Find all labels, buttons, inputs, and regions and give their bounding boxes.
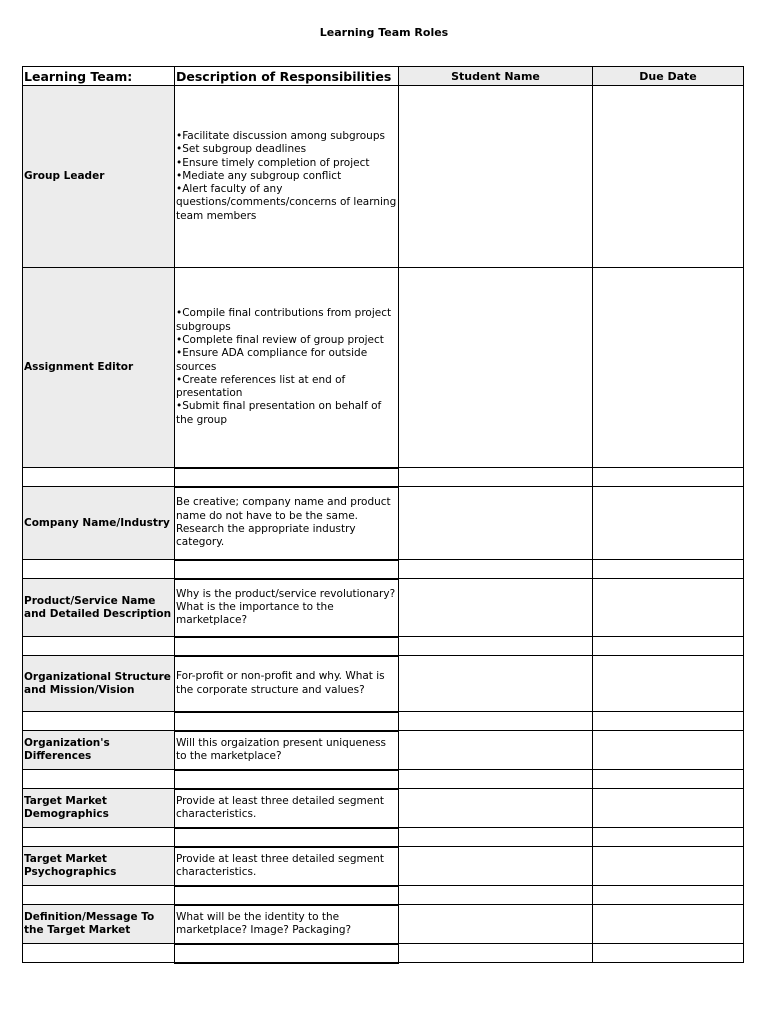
role-description <box>175 487 399 560</box>
student-name-cell[interactable] <box>399 579 593 637</box>
description-line: Why is the product/service revolutionary? What is the importance to the marketplace? <box>176 587 396 627</box>
due-date-cell[interactable] <box>593 656 744 712</box>
empty-cell <box>593 828 744 847</box>
role-name: Company Name/Industry <box>23 487 175 560</box>
due-date-cell[interactable] <box>593 847 744 886</box>
role-description <box>175 847 399 886</box>
empty-cell <box>175 770 399 789</box>
spacer-row <box>23 560 744 579</box>
description-line: •Mediate any subgroup conflict <box>176 169 342 182</box>
description-line: •Facilitate discussion among subgroups <box>176 129 385 142</box>
spacer-row <box>23 637 744 656</box>
empty-cell <box>175 560 399 579</box>
empty-cell <box>593 468 744 487</box>
role-description <box>175 268 399 468</box>
empty-cell <box>399 637 593 656</box>
empty-cell <box>23 944 175 963</box>
student-name-cell[interactable] <box>399 86 593 268</box>
description-line: •Alert faculty of any questions/comments/concerns of learning team members <box>176 183 397 222</box>
role-name: Assignment Editor <box>23 268 175 468</box>
description-line: Provide at least three detailed segment characteristics. <box>176 852 385 878</box>
table-row <box>23 847 744 886</box>
role-description <box>175 731 399 770</box>
spacer-row <box>23 468 744 487</box>
header-learning-team: Learning Team: <box>23 67 175 86</box>
table-body <box>23 86 744 963</box>
empty-cell <box>175 944 399 963</box>
empty-cell <box>23 828 175 847</box>
table-row <box>23 656 744 712</box>
description-line: •Submit final presentation on behalf of the group <box>176 400 382 426</box>
header-student-name: Student Name <box>399 67 593 86</box>
empty-cell <box>593 886 744 905</box>
empty-cell <box>175 637 399 656</box>
due-date-cell[interactable] <box>593 731 744 770</box>
role-description <box>175 905 399 944</box>
description-line: •Complete final review of group project <box>176 334 384 346</box>
empty-cell <box>399 886 593 905</box>
role-name: Target Market Demographics <box>23 789 175 828</box>
due-date-cell[interactable] <box>593 86 744 268</box>
student-name-cell[interactable] <box>399 789 593 828</box>
empty-cell <box>399 560 593 579</box>
role-description <box>175 86 399 268</box>
description-line: Provide at least three detailed segment characteristics. <box>176 794 385 820</box>
student-name-cell[interactable] <box>399 847 593 886</box>
due-date-cell[interactable] <box>593 579 744 637</box>
learning-team-roles-table <box>22 66 744 964</box>
table-row <box>23 789 744 828</box>
empty-cell <box>175 712 399 731</box>
empty-cell <box>399 828 593 847</box>
due-date-cell[interactable] <box>593 905 744 944</box>
student-name-cell[interactable] <box>399 487 593 560</box>
role-name: Target Market Psychographics <box>23 847 175 886</box>
empty-cell <box>399 770 593 789</box>
student-name-cell[interactable] <box>399 268 593 468</box>
empty-cell <box>175 828 399 847</box>
header-due-date: Due Date <box>593 67 744 86</box>
empty-cell <box>23 712 175 731</box>
empty-cell <box>593 712 744 731</box>
role-name: Organization's Differences <box>23 731 175 770</box>
role-name: Definition/Message To the Target Market <box>23 905 175 944</box>
empty-cell <box>23 468 175 487</box>
empty-cell <box>593 770 744 789</box>
header-description: Description of Responsibilities <box>175 67 399 86</box>
empty-cell <box>593 944 744 963</box>
description-line: For-profit or non-profit and why. What is the corporate structure and values? <box>176 670 385 696</box>
role-description <box>175 656 399 712</box>
student-name-cell[interactable] <box>399 731 593 770</box>
table-row <box>23 86 744 268</box>
role-description <box>175 579 399 637</box>
empty-cell <box>23 886 175 905</box>
spacer-row <box>23 944 744 963</box>
empty-cell <box>175 468 399 487</box>
spacer-row <box>23 886 744 905</box>
empty-cell <box>593 637 744 656</box>
spacer-row <box>23 712 744 731</box>
empty-cell <box>399 468 593 487</box>
description-line: Be creative; company name and product name do not have to be the same. Research the appropriate industry category. <box>176 496 391 549</box>
empty-cell <box>175 886 399 905</box>
table-row <box>23 731 744 770</box>
empty-cell <box>593 560 744 579</box>
table-row <box>23 268 744 468</box>
student-name-cell[interactable] <box>399 656 593 712</box>
description-line: •Ensure timely completion of project <box>176 156 370 169</box>
empty-cell <box>399 712 593 731</box>
empty-cell <box>23 560 175 579</box>
table-row <box>23 579 744 637</box>
table-row <box>23 905 744 944</box>
page-title: Learning Team Roles <box>319 26 449 39</box>
spacer-row <box>23 770 744 789</box>
due-date-cell[interactable] <box>593 268 744 468</box>
due-date-cell[interactable] <box>593 487 744 560</box>
description-line: •Compile final contributions from project subgroups <box>176 307 392 333</box>
due-date-cell[interactable] <box>593 789 744 828</box>
table-row <box>23 487 744 560</box>
description-line: •Set subgroup deadlines <box>176 143 307 156</box>
empty-cell <box>399 944 593 963</box>
role-name: Product/Service Name and Detailed Description <box>23 579 175 637</box>
spacer-row <box>23 828 744 847</box>
description-line: What will be the identity to the marketplace? Image? Packaging? <box>176 910 352 936</box>
description-line: •Ensure ADA compliance for outside sources <box>176 347 368 373</box>
empty-cell <box>23 770 175 789</box>
role-name: Group Leader <box>23 86 175 268</box>
role-description <box>175 789 399 828</box>
empty-cell <box>23 637 175 656</box>
table-header-row <box>23 67 744 86</box>
description-line: •Create references list at end of presentation <box>176 373 346 400</box>
description-line: Will this orgaization present uniqueness to the marketplace? <box>176 736 387 762</box>
role-name: Organizational Structure and Mission/Vision <box>23 656 175 712</box>
student-name-cell[interactable] <box>399 905 593 944</box>
